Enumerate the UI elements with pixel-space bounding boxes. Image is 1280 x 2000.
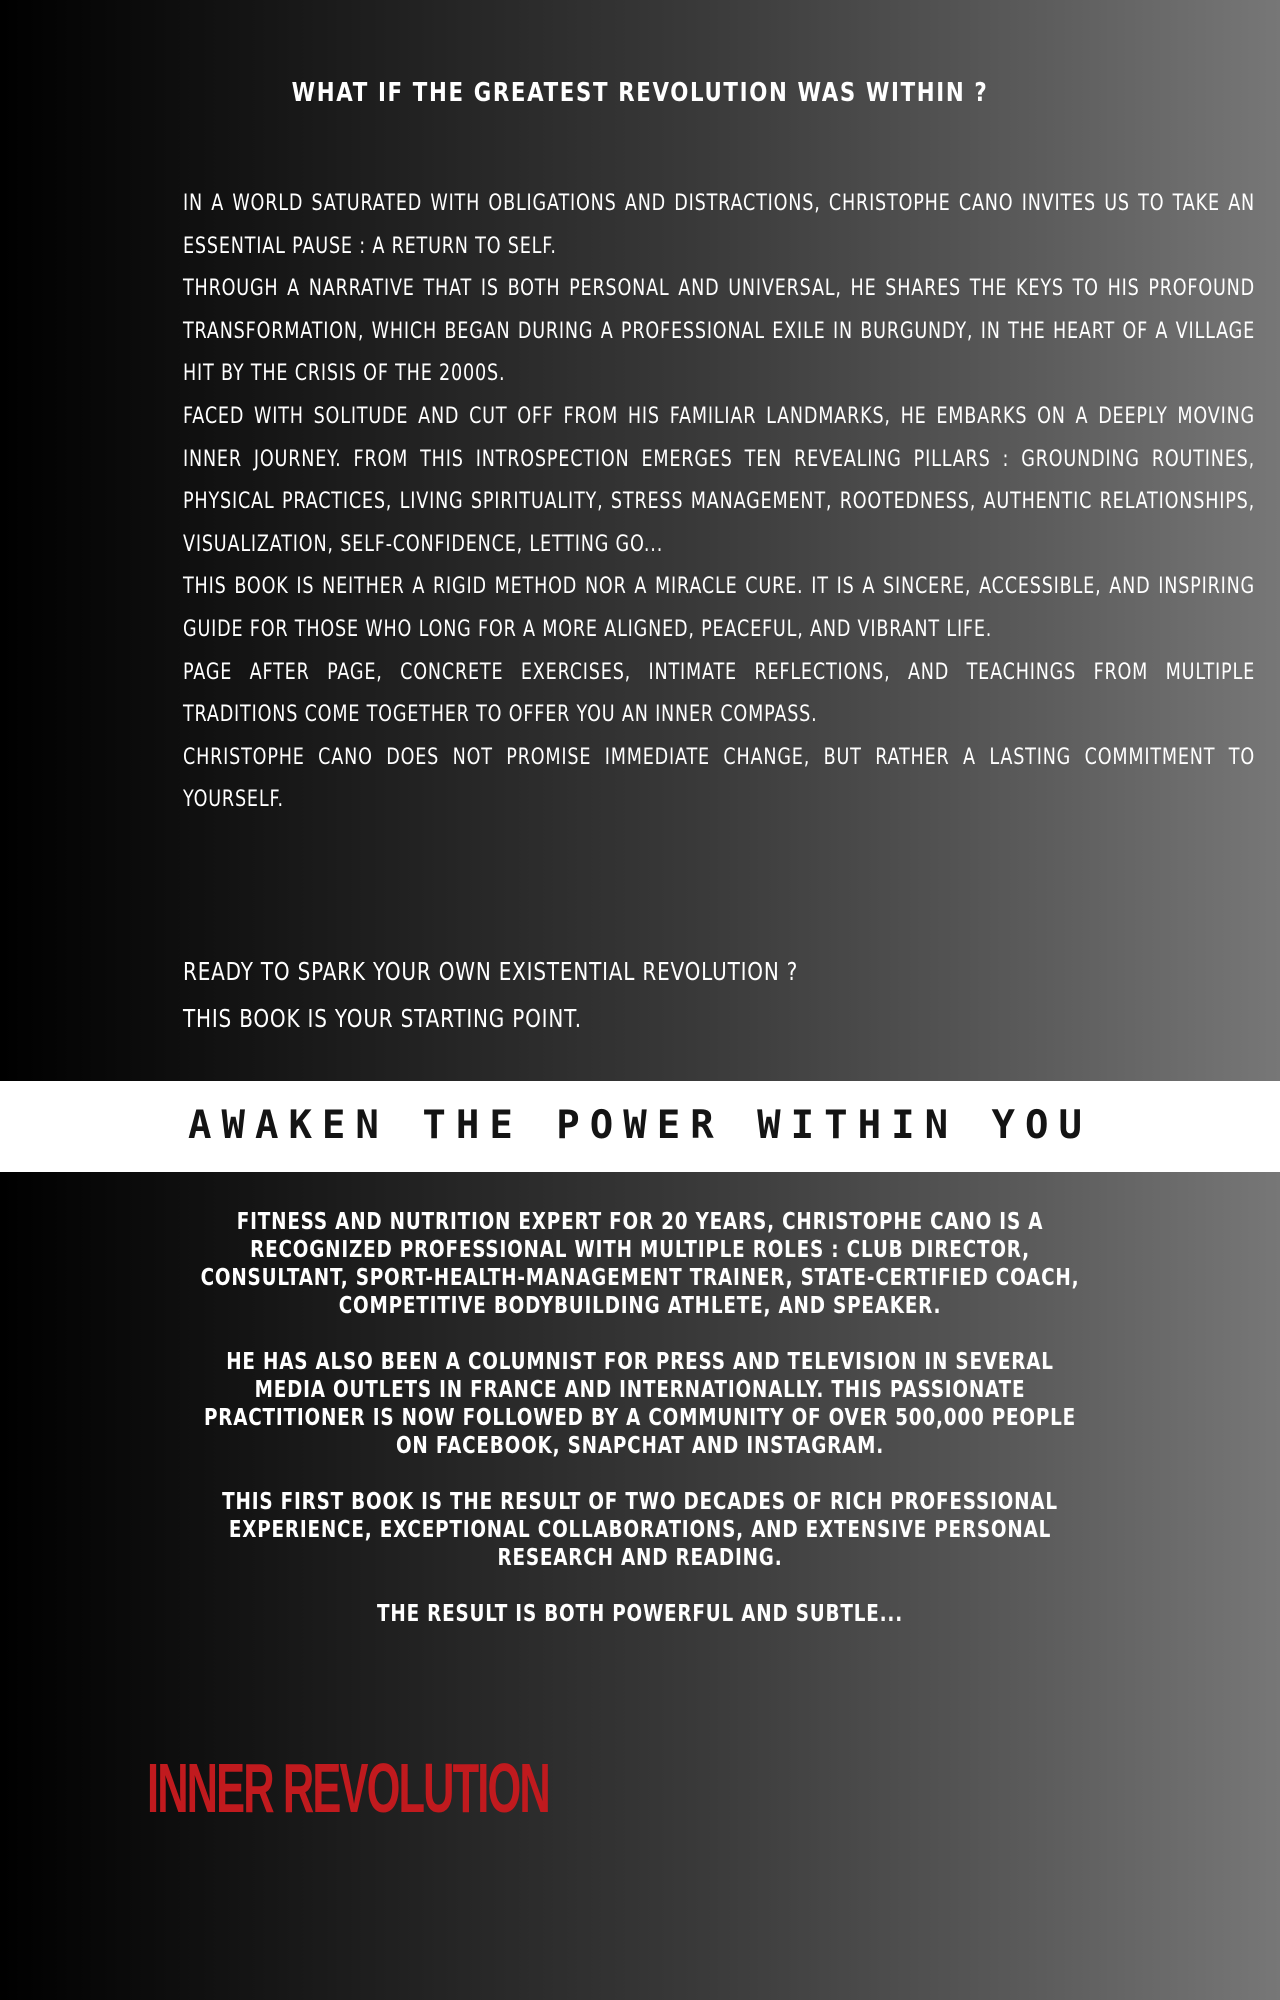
tagline-banner: [0, 1081, 1280, 1172]
author-bio: [188, 1208, 1092, 1656]
bio-paragraph: FITNESS AND NUTRITION EXPERT FOR 20 YEARS, CHRISTOPHE CANO IS A RECOGNIZED PROFESSIONAL WITH MULTIPLE ROLES : CLUB DIRECTOR, CONSULTANT, SPORT-HEALTH-MANAGEMENT TRAINER, STATE-CERTIFIED COACH, COMPETITIVE BODYBUILDING ATHLETE, AND SPEAKER.: [200, 1209, 1080, 1319]
book-title-logo: INNER REVOLUTION: [147, 1749, 549, 1827]
synopsis-block: [183, 183, 1255, 822]
page-title: WHAT IF THE GREATEST REVOLUTION WAS WITHIN ?: [291, 78, 989, 108]
call-to-action: [183, 948, 1143, 1042]
synopsis-paragraph: THIS BOOK IS NEITHER A RIGID METHOD NOR A MIRACLE CURE. IT IS A SINCERE, ACCESSIBLE, AND INSPIRING GUIDE FOR THOSE WHO LONG FOR A MORE ALIGNED, PEACEFUL, AND VIBRANT LIFE.: [183, 574, 1255, 642]
synopsis-paragraph: FACED WITH SOLITUDE AND CUT OFF FROM HIS FAMILIAR LANDMARKS, HE EMBARKS ON A DEEPLY MOVING INNER JOURNEY. FROM THIS INTROSPECTION EMERGES TEN REVEALING PILLARS : GROUNDING ROUTINES, PHYSICAL PRACTICES, LIVING SPIRITUALITY, STRESS MANAGEMENT, ROOTEDNESS, AUTHENTIC RELATIONSHIPS, VISUALIZATION, SELF-CONFIDENCE, LETTING GO...: [183, 403, 1255, 557]
synopsis-paragraph: CHRISTOPHE CANO DOES NOT PROMISE IMMEDIATE CHANGE, BUT RATHER A LASTING COMMITMENT TO YOURSELF.: [183, 744, 1255, 813]
bio-paragraph: THIS FIRST BOOK IS THE RESULT OF TWO DECADES OF RICH PROFESSIONAL EXPERIENCE, EXCEPTIONAL COLLABORATIONS, AND EXTENSIVE PERSONAL RESEARCH AND READING.: [222, 1489, 1058, 1571]
synopsis-paragraph: PAGE AFTER PAGE, CONCRETE EXERCISES, INTIMATE REFLECTIONS, AND TEACHINGS FROM MULTIPLE TRADITIONS COME TOGETHER TO OFFER YOU AN INNER COMPASS.: [183, 659, 1255, 728]
cta-line: THIS BOOK IS YOUR STARTING POINT.: [183, 1004, 582, 1033]
cta-line: READY TO SPARK YOUR OWN EXISTENTIAL REVOLUTION ?: [183, 957, 799, 986]
bio-paragraph: THE RESULT IS BOTH POWERFUL AND SUBTLE...: [377, 1601, 903, 1627]
synopsis-paragraph: IN A WORLD SATURATED WITH OBLIGATIONS AND DISTRACTIONS, CHRISTOPHE CANO INVITES US TO TAKE AN ESSENTIAL PAUSE : A RETURN TO SELF.: [183, 191, 1255, 259]
tagline-text: AWAKEN THE POWER WITHIN YOU: [188, 1103, 1092, 1148]
synopsis-paragraph: THROUGH A NARRATIVE THAT IS BOTH PERSONAL AND UNIVERSAL, HE SHARES THE KEYS TO HIS PROFOUND TRANSFORMATION, WHICH BEGAN DURING A PROFESSIONAL EXILE IN BURGUNDY, IN THE HEART OF A VILLAGE HIT BY THE CRISIS OF THE 2000S.: [183, 276, 1255, 387]
bio-paragraph: HE HAS ALSO BEEN A COLUMNIST FOR PRESS AND TELEVISION IN SEVERAL MEDIA OUTLETS IN FRANCE AND INTERNATIONALLY. THIS PASSIONATE PRACTITIONER IS NOW FOLLOWED BY A COMMUNITY OF OVER 500,000 PEOPLE ON FACEBOOK, SNAPCHAT AND INSTAGRAM.: [203, 1349, 1077, 1459]
